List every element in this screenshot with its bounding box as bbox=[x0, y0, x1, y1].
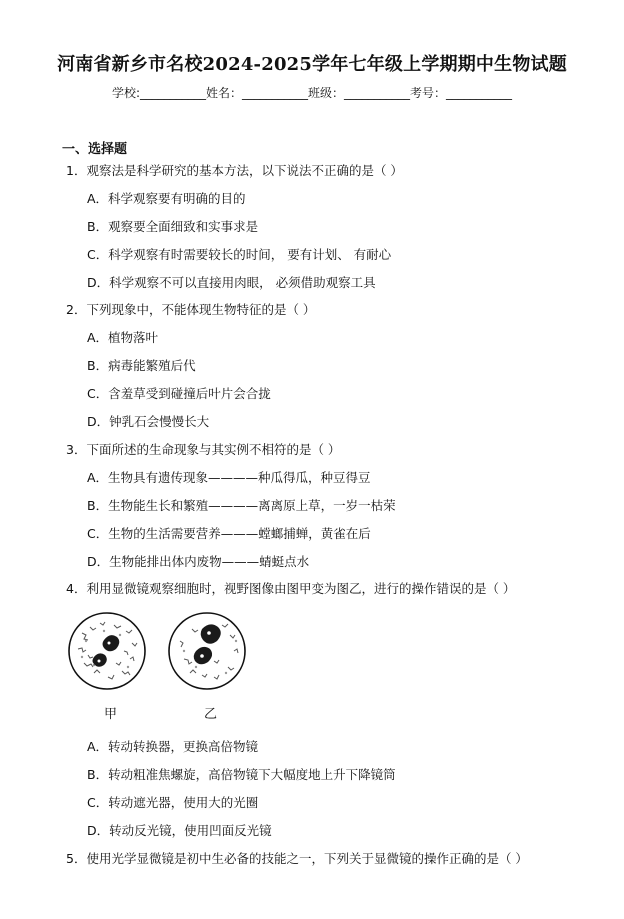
question-2-option-c: C．含羞草受到碰撞后叶片会合拢 bbox=[87, 386, 271, 401]
question-1-option-c: C．科学观察有时需要较长的时间， 要有计划、 有耐心 bbox=[87, 247, 392, 262]
section-heading: 一、选择题 bbox=[62, 142, 128, 157]
question-4-option-b: B．转动粗准焦螺旋，高倍物镜下大幅度地上升下降镜筒 bbox=[87, 767, 396, 782]
figure-label-jia: 甲 bbox=[104, 707, 118, 722]
question-2-option-d: D．钟乳石会慢慢长大 bbox=[87, 414, 210, 429]
field-yi bbox=[169, 613, 245, 689]
question-2-option-b: B．病毒能繁殖后代 bbox=[87, 358, 196, 373]
microscope-field-figure bbox=[64, 611, 264, 721]
question-3-option-b: B．生物能生长和繁殖————离离原上草，一岁一枯荣 bbox=[87, 498, 396, 513]
student-info-line: 学校:___________姓名：___________班级：___________考号：___________ bbox=[111, 86, 513, 100]
microscope-field-drawing bbox=[64, 611, 264, 703]
question-3-option-c: C．生物的生活需要营养———螳螂捕蝉，黄雀在后 bbox=[87, 526, 371, 541]
question-3-option-a: A．生物具有遗传现象————种瓜得瓜，种豆得豆 bbox=[87, 470, 371, 485]
question-2-option-a: A．植物落叶 bbox=[87, 330, 159, 345]
question-4-stem: 4．利用显微镜观察细胞时，视野图像由图甲变为图乙，进行的操作错误的是（ ） bbox=[66, 581, 516, 596]
question-1-option-b: B．观察要全面细致和实事求是 bbox=[87, 219, 259, 234]
figure-label-yi: 乙 bbox=[204, 707, 218, 722]
question-4-option-c: C．转动遮光器，使用大的光圈 bbox=[87, 795, 259, 810]
question-3-option-d: D．生物能排出体内废物———蜻蜓点水 bbox=[87, 554, 310, 569]
question-1-option-a: A．科学观察要有明确的目的 bbox=[87, 191, 246, 206]
exam-title: 河南省新乡市名校2024-2025学年七年级上学期期中生物试题 bbox=[57, 54, 567, 75]
question-1-option-d: D．科学观察不可以直接用肉眼， 必须借助观察工具 bbox=[87, 275, 376, 290]
question-5-stem: 5．使用光学显微镜是初中生必备的技能之一，下列关于显微镜的操作正确的是（ ） bbox=[66, 851, 528, 866]
question-3-stem: 3．下面所述的生命现象与其实例不相符的是（ ） bbox=[66, 442, 341, 457]
question-1-stem: 1．观察法是科学研究的基本方法，以下说法不正确的是（ ） bbox=[66, 163, 403, 178]
question-4-option-a: A．转动转换器，更换高倍物镜 bbox=[87, 739, 259, 754]
question-4-option-d: D．转动反光镜，使用凹面反光镜 bbox=[87, 823, 272, 838]
question-2-stem: 2．下列现象中，不能体现生物特征的是（ ） bbox=[66, 302, 316, 317]
field-jia bbox=[69, 613, 145, 689]
